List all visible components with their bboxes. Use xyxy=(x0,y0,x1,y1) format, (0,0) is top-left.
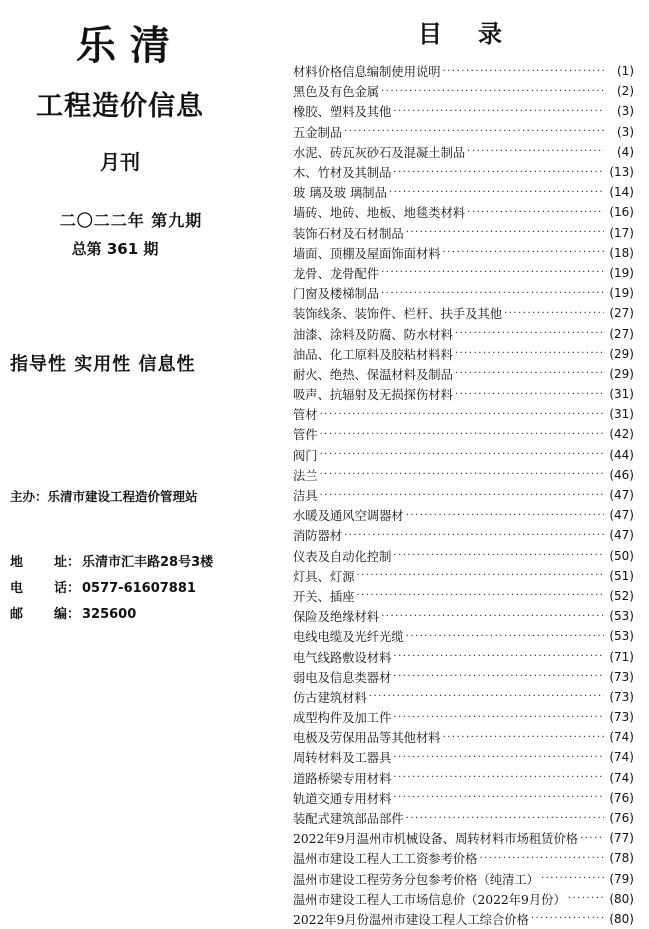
toc-leader-dots xyxy=(455,389,604,400)
toc-entry-title: 弱电及信息类器材 xyxy=(293,670,392,685)
toc-entry xyxy=(293,202,634,222)
toc-entry-title: 管件 xyxy=(293,428,318,443)
toc-leader-dots xyxy=(320,469,604,480)
toc-entry xyxy=(293,81,634,101)
toc-entry-title: 电线电缆及光纤光缆 xyxy=(293,630,404,645)
toc-list xyxy=(293,61,634,929)
toc-leader-dots xyxy=(393,712,604,723)
toc-entry xyxy=(293,344,634,364)
toc-entry-title: 温州市建设工程劳务分包参考价格（纯清工） xyxy=(293,872,539,887)
toc-entry-page: (2) xyxy=(617,84,634,99)
toc-entry-title: 消防器材 xyxy=(293,529,343,544)
toc-leader-dots xyxy=(320,409,604,420)
toc-entry-page: (4) xyxy=(617,144,634,159)
toc-entry xyxy=(293,808,634,828)
toc-entry-title: 周转材料及工器具 xyxy=(293,751,392,766)
toc-entry-title: 墙砖、地砖、地板、地毯类材料 xyxy=(293,206,466,221)
toc-entry xyxy=(293,727,634,747)
toc-entry-page: (53) xyxy=(609,629,634,644)
toc-entry xyxy=(293,828,634,848)
toc-entry xyxy=(293,323,634,343)
toc-entry-title: 油漆、涂料及防腐、防水材料 xyxy=(293,327,453,342)
toc-entry-page: (73) xyxy=(609,669,634,684)
toc-title: 目录 xyxy=(418,20,538,48)
toc-entry-title: 成型构件及加工件 xyxy=(293,711,392,726)
postcode-value: 325600 xyxy=(82,607,137,622)
toc-leader-dots xyxy=(406,813,604,824)
toc-entry xyxy=(293,263,634,283)
toc-entry-title: 轨道交通专用材料 xyxy=(293,791,392,806)
address-line xyxy=(10,551,213,570)
toc-entry-page: (80) xyxy=(609,891,634,906)
toc-entry-title: 道路桥梁专用材料 xyxy=(293,771,392,786)
toc-entry xyxy=(293,687,634,707)
toc-entry xyxy=(293,768,634,788)
toc-entry-title: 洁具 xyxy=(293,489,318,504)
toc-leader-dots xyxy=(381,267,604,278)
toc-entry-title: 阀门 xyxy=(293,448,318,463)
toc-entry-page: (13) xyxy=(609,165,634,180)
toc-leader-dots xyxy=(344,530,604,541)
toc-entry-page: (19) xyxy=(609,286,634,301)
phone-label-suffix: 话： xyxy=(53,581,80,596)
toc-entry-title: 保险及绝缘材料 xyxy=(293,610,380,625)
toc-entry-page: (31) xyxy=(609,387,634,402)
toc-leader-dots xyxy=(479,853,604,864)
toc-leader-dots xyxy=(320,490,604,501)
toc-leader-dots xyxy=(406,227,604,238)
toc-leader-dots xyxy=(455,348,604,359)
toc-entry xyxy=(293,142,634,162)
toc-entry-title: 温州市建设工程人工市场信息价（2022年9月份） xyxy=(293,892,566,907)
toc-entry xyxy=(293,485,634,505)
toc-leader-dots xyxy=(467,207,604,218)
toc-entry-title: 电极及劳保用品等其他材料 xyxy=(293,731,441,746)
toc-entry xyxy=(293,445,634,465)
toc-leader-dots xyxy=(393,550,604,561)
toc-entry-page: (3) xyxy=(617,124,634,139)
toc-entry-title: 墙面、顶棚及屋面饰面材料 xyxy=(293,246,441,261)
toc-entry-title: 管材 xyxy=(293,408,318,423)
toc-entry xyxy=(293,243,634,263)
toc-leader-dots xyxy=(320,449,604,460)
toc-leader-dots xyxy=(568,893,604,904)
toc-entry-title: 2022年9月份温州市建设工程人工综合价格 xyxy=(293,912,529,927)
toc-entry xyxy=(293,101,634,121)
address-label-suffix: 址： xyxy=(53,555,80,570)
toc-entry-page: (74) xyxy=(609,750,634,765)
toc-leader-dots xyxy=(393,106,604,117)
toc-entry-title: 耐火、绝热、保温材料及制品 xyxy=(293,367,453,382)
toc-leader-dots xyxy=(467,146,604,157)
toc-leader-dots xyxy=(357,590,605,601)
toc-entry-title: 开关、插座 xyxy=(293,589,355,604)
city-name: 乐清 xyxy=(76,23,184,69)
toc-entry-title: 材料价格信息编制使用说明 xyxy=(293,65,441,80)
toc-entry-page: (50) xyxy=(609,548,634,563)
toc-entry xyxy=(293,404,634,424)
toc-leader-dots xyxy=(381,86,604,97)
toc-entry xyxy=(293,384,634,404)
toc-leader-dots xyxy=(443,247,604,258)
toc-leader-dots xyxy=(369,691,604,702)
toc-entry-title: 木、竹材及其制品 xyxy=(293,166,392,181)
sponsor: 主办：乐清市建设工程造价管理站 xyxy=(10,489,198,504)
toc-leader-dots xyxy=(344,126,604,137)
toc-entry-page: (74) xyxy=(609,730,634,745)
toc-entry-page: (47) xyxy=(609,508,634,523)
toc-entry-page: (29) xyxy=(609,366,634,381)
toc-leader-dots xyxy=(381,288,604,299)
toc-entry-title: 黑色及有色金属 xyxy=(293,85,380,100)
toc-leader-dots xyxy=(443,66,604,77)
toc-leader-dots xyxy=(443,732,604,743)
toc-entry xyxy=(293,747,634,767)
toc-entry xyxy=(293,182,634,202)
toc-entry-page: (80) xyxy=(609,911,634,926)
toc-entry-page: (79) xyxy=(609,871,634,886)
toc-entry xyxy=(293,646,634,666)
toc-entry-title: 电气线路敷设材料 xyxy=(293,650,392,665)
phone-value: 0577-61607881 xyxy=(82,581,196,596)
toc-entry-page: (74) xyxy=(609,770,634,785)
toc-leader-dots xyxy=(531,913,604,924)
toc-leader-dots xyxy=(381,611,604,622)
toc-entry-page: (16) xyxy=(609,205,634,220)
toc-leader-dots xyxy=(393,792,604,803)
toc-entry xyxy=(293,788,634,808)
toc-entry xyxy=(293,606,634,626)
toc-entry-title: 2022年9月温州市机械设备、周转材料市场租赁价格 xyxy=(293,832,579,847)
toc-entry xyxy=(293,626,634,646)
toc-entry xyxy=(293,303,634,323)
toc-entry-title: 装饰石材及石材制品 xyxy=(293,226,404,241)
toc-entry-page: (17) xyxy=(609,225,634,240)
toc-entry xyxy=(293,546,634,566)
toc-leader-dots xyxy=(393,671,604,682)
toc-entry-page: (14) xyxy=(609,185,634,200)
toc-entry-title: 玻 璃及玻 璃制品 xyxy=(293,186,387,201)
publication-frequency: 月刊 xyxy=(100,150,140,174)
postcode-label-suffix: 编： xyxy=(53,607,80,622)
toc-entry-title: 仿古建筑材料 xyxy=(293,690,367,705)
toc-entry-page: (73) xyxy=(609,710,634,725)
toc-entry-page: (19) xyxy=(609,265,634,280)
toc-entry xyxy=(293,505,634,525)
toc-entry xyxy=(293,566,634,586)
toc-leader-dots xyxy=(357,570,605,581)
toc-entry-title: 法兰 xyxy=(293,468,318,483)
toc-entry xyxy=(293,162,634,182)
toc-entry xyxy=(293,283,634,303)
toc-entry-page: (77) xyxy=(609,831,634,846)
toc-leader-dots xyxy=(455,368,604,379)
toc-leader-dots xyxy=(455,328,604,339)
toc-entry xyxy=(293,667,634,687)
toc-entry-page: (1) xyxy=(617,64,634,79)
toc-entry-page: (18) xyxy=(609,245,634,260)
toc-leader-dots xyxy=(393,752,604,763)
toc-entry xyxy=(293,889,634,909)
toc-entry-title: 仪表及自动化控制 xyxy=(293,549,392,564)
slogan: 指导性 实用性 信息性 xyxy=(10,354,196,375)
toc-entry-page: (3) xyxy=(617,104,634,119)
toc-entry xyxy=(293,424,634,444)
postcode-label: 邮 xyxy=(10,607,24,622)
toc-leader-dots xyxy=(504,308,604,319)
toc-entry-page: (44) xyxy=(609,447,634,462)
toc-entry-page: (27) xyxy=(609,306,634,321)
toc-entry xyxy=(293,869,634,889)
toc-entry-page: (31) xyxy=(609,407,634,422)
issue-number: 二〇二二年 第九期 xyxy=(59,211,203,230)
toc-entry xyxy=(293,707,634,727)
toc-entry-page: (42) xyxy=(609,427,634,442)
toc-entry-page: (78) xyxy=(609,851,634,866)
toc-leader-dots xyxy=(406,631,604,642)
toc-entry xyxy=(293,223,634,243)
toc-entry-page: (27) xyxy=(609,326,634,341)
address-value: 乐清市汇丰路28号3楼 xyxy=(82,555,214,570)
toc-entry-title: 水暖及通风空调器材 xyxy=(293,509,404,524)
toc-entry-title: 橡胶、塑料及其他 xyxy=(293,105,392,120)
cover-panel xyxy=(0,0,280,929)
toc-leader-dots xyxy=(406,510,604,521)
toc-entry-page: (29) xyxy=(609,346,634,361)
toc-entry xyxy=(293,586,634,606)
toc-entry-title: 龙骨、龙骨配件 xyxy=(293,266,380,281)
toc-entry-page: (76) xyxy=(609,811,634,826)
phone-label: 电 xyxy=(10,581,24,596)
toc-leader-dots xyxy=(393,651,604,662)
toc-entry-page: (76) xyxy=(609,790,634,805)
toc-entry-page: (51) xyxy=(609,568,634,583)
toc-leader-dots xyxy=(541,873,604,884)
toc-entry-title: 门窗及楼梯制品 xyxy=(293,287,380,302)
toc-entry-title: 五金制品 xyxy=(293,125,343,140)
toc-entry-page: (46) xyxy=(609,467,634,482)
address-label: 地 xyxy=(10,555,24,570)
toc-entry-title: 吸声、抗辐射及无损探伤材料 xyxy=(293,388,453,403)
toc-entry-title: 水泥、砖瓦灰砂石及混凝土制品 xyxy=(293,145,466,160)
toc-entry-title: 装配式建筑部品部件 xyxy=(293,812,404,827)
toc-entry xyxy=(293,465,634,485)
toc-entry-page: (73) xyxy=(609,689,634,704)
publication-title: 工程造价信息 xyxy=(36,91,204,122)
phone-line xyxy=(10,577,196,596)
toc-entry xyxy=(293,122,634,142)
toc-leader-dots xyxy=(393,167,604,178)
toc-leader-dots xyxy=(320,429,604,440)
toc-entry xyxy=(293,848,634,868)
toc-entry-page: (52) xyxy=(609,588,634,603)
toc-entry-page: (53) xyxy=(609,609,634,624)
toc-leader-dots xyxy=(580,833,604,844)
toc-entry xyxy=(293,61,634,81)
toc-leader-dots xyxy=(393,772,604,783)
postcode-line xyxy=(10,603,136,622)
toc-entry-title: 装饰线条、装饰件、栏杆、扶手及其他 xyxy=(293,307,503,322)
toc-entry-title: 油品、化工原料及胶粘材料料 xyxy=(293,347,453,362)
toc-entry xyxy=(293,364,634,384)
toc-entry xyxy=(293,525,634,545)
total-issue-number: 总第 361 期 xyxy=(71,240,159,258)
toc-entry-page: (47) xyxy=(609,488,634,503)
toc-entry-title: 灯具、灯源 xyxy=(293,569,355,584)
toc-entry-title: 温州市建设工程人工工资参考价格 xyxy=(293,852,478,867)
toc-entry-page: (47) xyxy=(609,528,634,543)
toc-entry xyxy=(293,909,634,929)
toc-leader-dots xyxy=(389,187,604,198)
toc-entry-page: (71) xyxy=(609,649,634,664)
